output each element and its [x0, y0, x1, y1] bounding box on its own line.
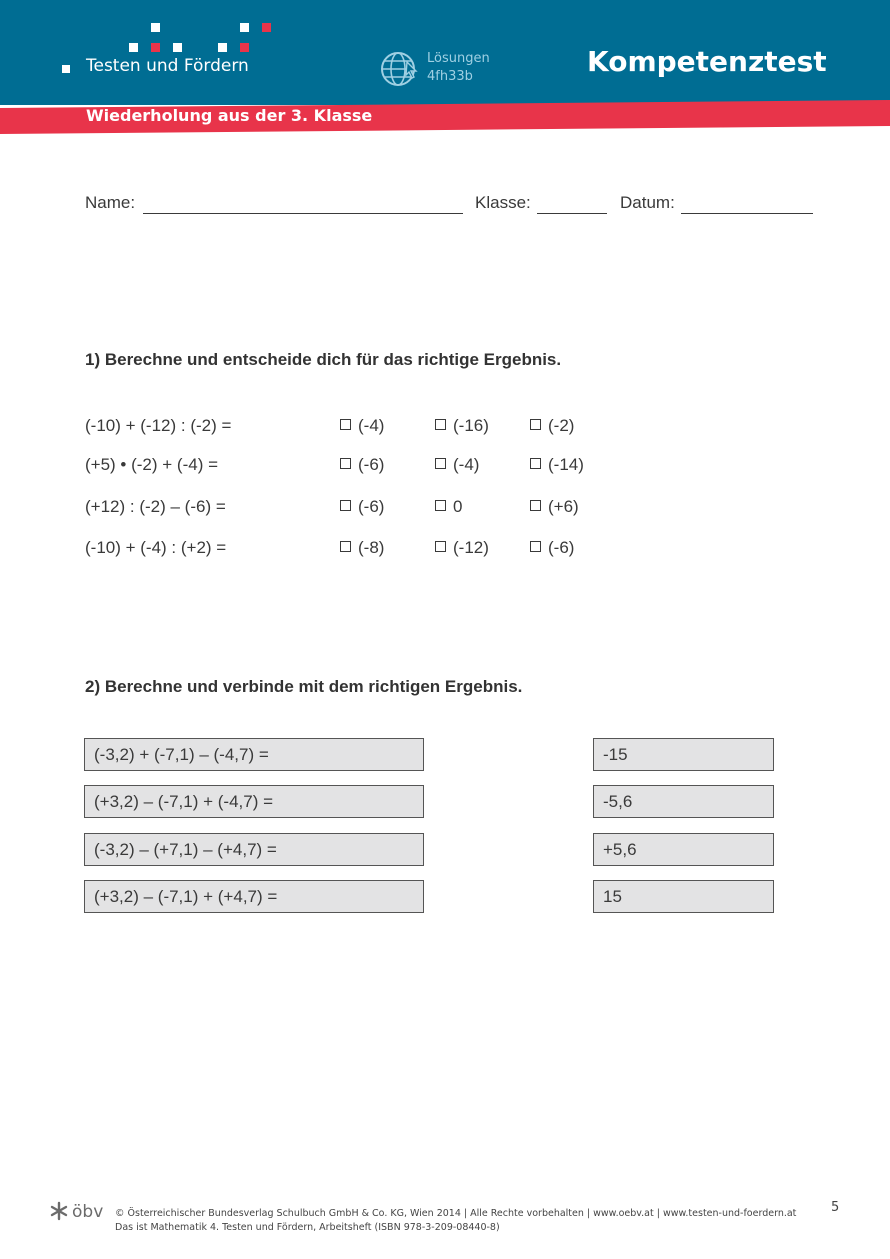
expression-box[interactable]: (+3,2) – (-7,1) + (-4,7) =	[84, 785, 424, 818]
logo-square	[151, 23, 160, 32]
logo-square	[240, 43, 249, 52]
page-number: 5	[831, 1200, 840, 1215]
answer-option[interactable]: (-4)	[340, 416, 384, 436]
class-field[interactable]	[537, 213, 607, 214]
class-label: Klasse:	[475, 193, 531, 212]
publisher-logo	[50, 1200, 110, 1222]
answer-option[interactable]: (-16)	[435, 416, 489, 436]
checkbox[interactable]	[340, 500, 351, 511]
task1-expression: (+12) : (-2) – (-6) =	[85, 497, 226, 516]
globe-cursor-icon[interactable]	[380, 50, 418, 88]
expression-box[interactable]: (-3,2) – (+7,1) – (+4,7) =	[84, 833, 424, 866]
answer-option[interactable]: (-6)	[530, 538, 574, 558]
page-title: Kompetenztest	[587, 45, 827, 78]
result-box[interactable]: +5,6	[593, 833, 774, 866]
answer-option[interactable]: (-8)	[340, 538, 384, 558]
footer-copyright: © Österreichischer Bundesverlag Schulbuch GmbH & Co. KG, Wien 2014 | Alle Rechte vorbehalten | www.oebv.at | www.testen-und-foerdern.at	[115, 1208, 797, 1219]
publisher-logo-text: öbv	[72, 1202, 104, 1222]
task2-heading: 2) Berechne und verbinde mit dem richtigen Ergebnis.	[85, 677, 523, 696]
checkbox[interactable]	[435, 500, 446, 511]
logo-square	[173, 43, 182, 52]
solutions-label[interactable]: Lösungen	[427, 51, 490, 66]
logo-square	[129, 43, 138, 52]
logo-square	[240, 23, 249, 32]
checkbox[interactable]	[340, 541, 351, 552]
answer-option[interactable]: 0	[435, 497, 462, 517]
checkbox[interactable]	[435, 419, 446, 430]
logo-text: Testen und Fördern	[86, 56, 249, 76]
answer-option[interactable]: (-12)	[435, 538, 489, 558]
result-box[interactable]: -15	[593, 738, 774, 771]
answer-option[interactable]: (-2)	[530, 416, 574, 436]
answer-option[interactable]: (-14)	[530, 455, 584, 475]
task1-expression: (-10) + (-12) : (-2) =	[85, 416, 232, 435]
task1-heading: 1) Berechne und entscheide dich für das richtige Ergebnis.	[85, 350, 562, 369]
name-field[interactable]	[143, 213, 463, 214]
answer-option[interactable]: (-6)	[340, 497, 384, 517]
logo-square	[218, 43, 227, 52]
logo-square	[262, 23, 271, 32]
checkbox[interactable]	[340, 419, 351, 430]
name-label: Name:	[85, 193, 136, 212]
result-box[interactable]: -5,6	[593, 785, 774, 818]
logo-square	[151, 43, 160, 52]
checkbox[interactable]	[340, 458, 351, 469]
checkbox[interactable]	[530, 500, 541, 511]
footer-book-info: Das ist Mathematik 4. Testen und Fördern, Arbeitsheft (ISBN 978-3-209-08440-8)	[115, 1222, 500, 1233]
date-label: Datum:	[620, 193, 675, 212]
checkbox[interactable]	[530, 458, 541, 469]
checkbox[interactable]	[435, 458, 446, 469]
logo-bullet	[62, 65, 70, 73]
checkbox[interactable]	[530, 541, 541, 552]
expression-box[interactable]: (+3,2) – (-7,1) + (+4,7) =	[84, 880, 424, 913]
result-box[interactable]: 15	[593, 880, 774, 913]
date-field[interactable]	[681, 213, 813, 214]
page-subtitle: Wiederholung aus der 3. Klasse	[86, 106, 373, 125]
task1-expression: (-10) + (-4) : (+2) =	[85, 538, 227, 557]
checkbox[interactable]	[435, 541, 446, 552]
answer-option[interactable]: (-4)	[435, 455, 479, 475]
task1-expression: (+5) • (-2) + (-4) =	[85, 455, 219, 474]
solutions-code[interactable]: 4fh33b	[427, 69, 473, 84]
answer-option[interactable]: (-6)	[340, 455, 384, 475]
expression-box[interactable]: (-3,2) + (-7,1) – (-4,7) =	[84, 738, 424, 771]
checkbox[interactable]	[530, 419, 541, 430]
answer-option[interactable]: (+6)	[530, 497, 579, 517]
